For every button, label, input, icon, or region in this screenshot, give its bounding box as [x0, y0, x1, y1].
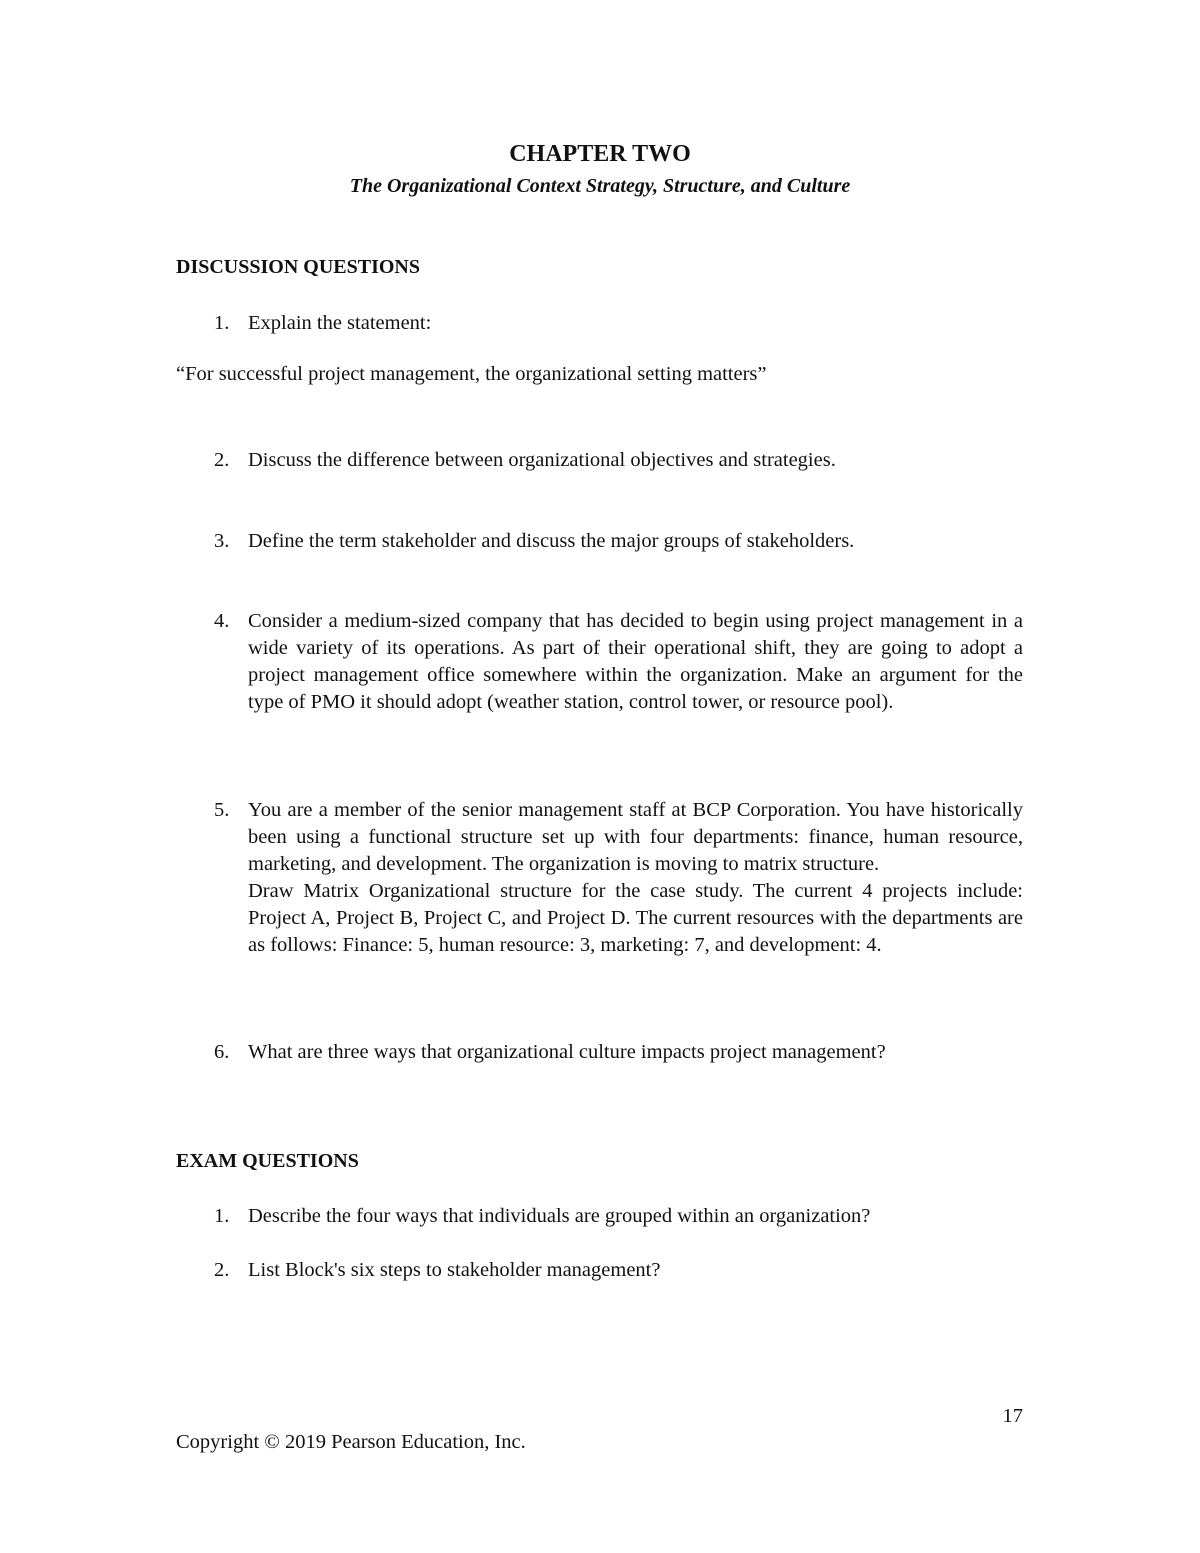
question-text: Consider a medium-sized company that has decided to begin using project management in a wide variety of its operations. As part of their operational shift, they are going to adopt a project management office somewhere within the organization. Make an argument for the type of PMO it should adopt (weather station, control tower, or resource pool). [248, 610, 1023, 713]
discussion-question-6 [214, 1039, 1023, 1066]
question-text: Define the term stakeholder and discuss the major groups of stakeholders. [248, 530, 855, 552]
discussion-heading: DISCUSSION QUESTIONS [176, 256, 420, 278]
question-number: 2. [214, 1259, 230, 1281]
chapter-title: CHAPTER TWO [509, 141, 691, 167]
question-text: Describe the four ways that individuals are grouped within an organization? [248, 1205, 871, 1227]
exam-question-1 [214, 1203, 1023, 1230]
question-number: 6. [214, 1041, 230, 1063]
copyright-footer: Copyright © 2019 Pearson Education, Inc. [176, 1431, 526, 1453]
discussion-question-3 [214, 528, 1023, 555]
question-text-continued: Draw Matrix Organizational structure for the case study. The current 4 projects include: Project A, Project B, Project C, and Project D. The current resources with the departments are as follows: Finance: 5, human resource: 3, marketing: 7, and development: 4. [248, 880, 1023, 956]
question-number: 4. [214, 610, 230, 632]
discussion-question-2 [214, 447, 1023, 474]
question-number: 5. [214, 799, 230, 821]
question-number: 3. [214, 530, 230, 552]
question-number: 1. [214, 1205, 230, 1227]
discussion-question-4 [214, 608, 1023, 716]
page-number: 17 [1002, 1405, 1023, 1427]
chapter-subtitle: The Organizational Context Strategy, Structure, and Culture [349, 175, 851, 197]
exam-heading: EXAM QUESTIONS [176, 1150, 359, 1172]
discussion-question-1 [214, 310, 1023, 337]
question-text: Discuss the difference between organizational objectives and strategies. [248, 449, 836, 471]
question-number: 2. [214, 449, 230, 471]
question-number: 1. [214, 312, 230, 334]
question-text: What are three ways that organizational culture impacts project management? [248, 1041, 886, 1063]
exam-question-2 [214, 1257, 1023, 1284]
question-text: You are a member of the senior management staff at BCP Corporation. You have historically been using a functional structure set up with four departments: finance, human resource, marketing, and development. The organization is moving to matrix structure. [248, 799, 1023, 875]
question-text: List Block's six steps to stakeholder management? [248, 1259, 661, 1281]
question-text: Explain the statement: [248, 312, 432, 334]
quote: “For successful project management, the organizational setting matters” [176, 363, 767, 385]
discussion-question-5 [214, 797, 1023, 959]
